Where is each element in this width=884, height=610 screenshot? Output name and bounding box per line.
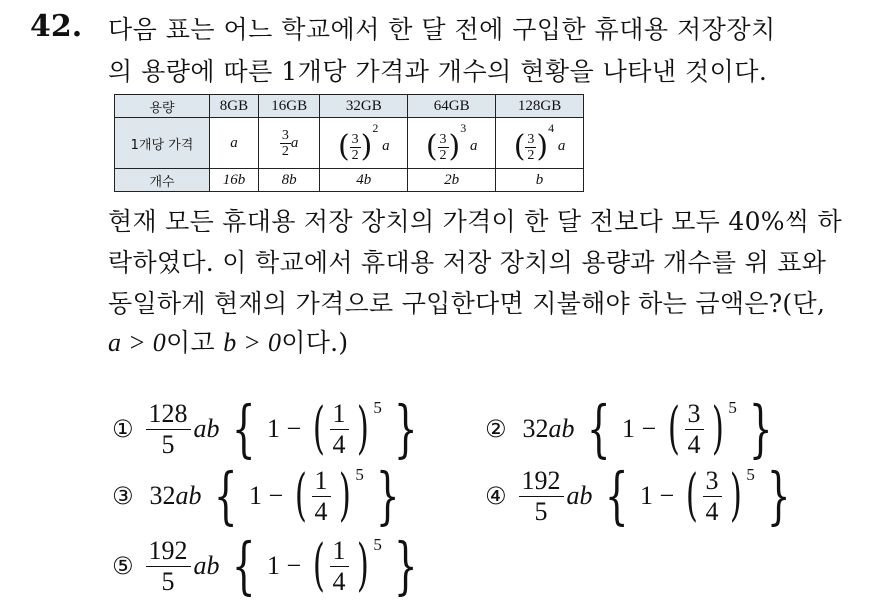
count-cell: 2b <box>408 169 496 192</box>
capacity-cell: 64GB <box>408 95 496 118</box>
choice-mark: ⑤ <box>112 552 134 580</box>
price-cell: $\frac{3}{2}$ a <box>258 118 319 169</box>
choice-mark: ① <box>112 415 134 443</box>
coefficient: 32 <box>149 481 176 510</box>
price-cell: ( $\frac{3}{2}$ )$^2$ a <box>320 118 408 169</box>
price-label: 1개당 가격 <box>115 118 210 169</box>
condition-end: 이다.) <box>281 328 349 357</box>
choice-5[interactable]: ⑤ $\frac{192}{5}$ ab { 1 − ( $\frac{1}{4}$ ) 5 } <box>112 529 418 602</box>
paragraph-line-4 <box>108 323 348 359</box>
price-cell: ( $\frac{3}{2}$ )$^4$ a <box>496 118 584 169</box>
coef-fraction: $\frac{128}{5}$ <box>146 399 191 460</box>
coefficient: 32 <box>522 414 549 443</box>
variables: ab <box>175 481 202 510</box>
choice-2[interactable]: ② 32 ab { 1 − ( $\frac{3}{4}$ ) 5 } <box>485 392 773 465</box>
condition-b: b > 0 <box>223 328 282 357</box>
count-label: 개수 <box>115 169 210 192</box>
storage-table <box>114 94 584 192</box>
question-number: 42. <box>30 9 83 44</box>
coef-fraction: $\frac{192}{5}$ <box>519 466 564 527</box>
coef-fraction: $\frac{192}{5}$ <box>146 536 191 597</box>
capacity-cell: 16GB <box>258 95 319 118</box>
count-cell: 4b <box>320 169 408 192</box>
paragraph-line-2: 락하였다. 이 학교에서 휴대용 저장 장치의 용량과 개수를 위 표와 <box>108 248 827 277</box>
capacity-cell: 128GB <box>496 95 584 118</box>
question-line-2: 의 용량에 따른 1개당 가격과 개수의 현황을 나타낸 것이다. <box>108 57 768 86</box>
condition-connector: 이고 <box>166 328 224 357</box>
capacity-cell: 32GB <box>320 95 408 118</box>
variables: ab <box>193 414 220 443</box>
count-cell: 16b <box>210 169 259 192</box>
count-cell: b <box>496 169 584 192</box>
table-count-row <box>115 169 584 192</box>
choice-1[interactable]: ① $\frac{128}{5}$ ab { 1 − ( $\frac{1}{4}$ ) 5 } <box>112 392 418 465</box>
paragraph-line-1: 현재 모든 휴대용 저장 장치의 가격이 한 달 전보다 모두 40%씩 하 <box>108 207 842 236</box>
price-cell: ( $\frac{3}{2}$ )$^3$ a <box>408 118 496 169</box>
paragraph-line-3: 동일하게 현재의 가격으로 구입한다면 지불해야 하는 금액은?(단, <box>108 289 826 318</box>
variables: ab <box>548 414 575 443</box>
choice-4[interactable]: ④ $\frac{192}{5}$ ab { 1 − ( $\frac{3}{4}$ ) 5 } <box>485 459 791 532</box>
table-price-row <box>115 118 584 169</box>
choice-mark: ③ <box>112 482 134 510</box>
count-cell: 8b <box>258 169 319 192</box>
table-header-row <box>115 95 584 118</box>
variables: ab <box>193 551 220 580</box>
header-label: 용량 <box>115 95 210 118</box>
choice-3[interactable]: ③ 32 ab { 1 − ( $\frac{1}{4}$ ) 5 } <box>112 459 400 532</box>
choice-mark: ④ <box>485 482 507 510</box>
capacity-cell: 8GB <box>210 95 259 118</box>
variables: ab <box>566 481 593 510</box>
choice-mark: ② <box>485 415 507 443</box>
price-cell: a <box>210 118 259 169</box>
question-line-1: 다음 표는 어느 학교에서 한 달 전에 구입한 휴대용 저장장치 <box>108 15 776 44</box>
condition-a: a > 0 <box>108 328 167 357</box>
